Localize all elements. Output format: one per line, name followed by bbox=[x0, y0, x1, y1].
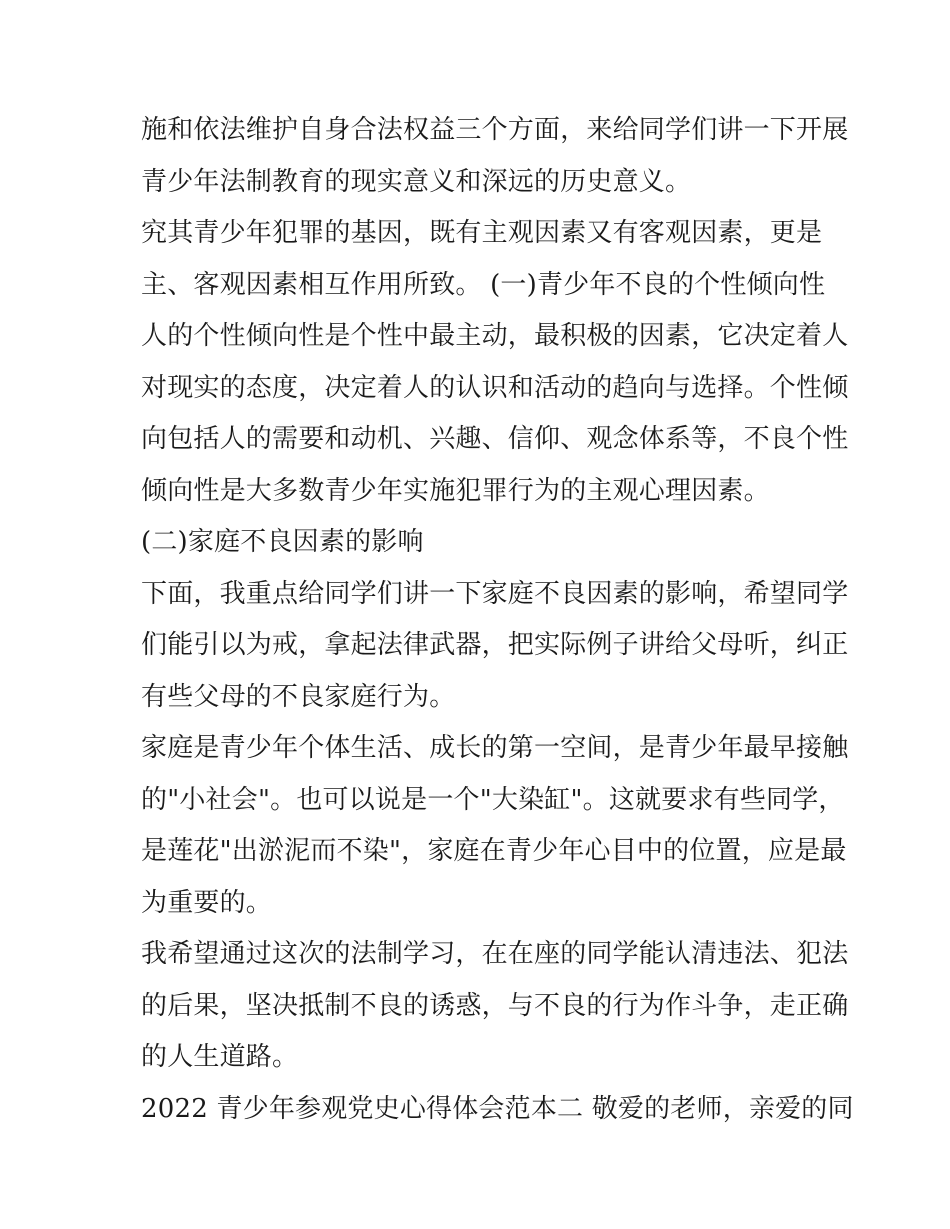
text-line: 为重要的。 bbox=[141, 887, 273, 918]
text-line: 下面，我重点给同学们讲一下家庭不良因素的影响，希望同学 bbox=[141, 578, 849, 609]
text-line: 究其青少年犯罪的基因，既有主观因素又有客观因素，更是 bbox=[141, 218, 823, 248]
text-line: 们能引以为戒，拿起法律武器，把实际例子讲给父母听，纠正 bbox=[141, 630, 849, 660]
section-heading: (二)家庭不良因素的影响 bbox=[141, 527, 424, 557]
text-line: 向包括人的需要和动机、兴趣、信仰、观念体系等，不良个性 bbox=[141, 424, 849, 454]
document-body bbox=[141, 105, 854, 1135]
text-line: 施和依法维护自身合法权益三个方面，来给同学们讲一下开展 bbox=[141, 115, 849, 145]
text-line: 的人生道路。 bbox=[141, 1042, 299, 1072]
text-line: 的后果，坚决抵制不良的诱惑，与不良的行为作斗争，走正确 bbox=[141, 990, 849, 1021]
text-line: 青少年法制教育的现实意义和深远的历史意义。 bbox=[141, 166, 692, 197]
text-line: 2022 青少年参观党史心得体会范本二 敬爱的老师，亲爱的同 bbox=[141, 1093, 854, 1124]
text-line: 对现实的态度，决定着人的认识和活动的趋向与选择。个性倾 bbox=[141, 372, 849, 403]
text-line: 倾向性是大多数青少年实施犯罪行为的主观心理因素。 bbox=[141, 475, 770, 506]
text-line: 人的个性倾向性是个性中最主动，最积极的因素，它决定着人 bbox=[141, 321, 849, 351]
text-line: 家庭是青少年个体生活、成长的第一空间，是青少年最早接触 bbox=[141, 733, 849, 763]
text-line: 有些父母的不良家庭行为。 bbox=[141, 681, 456, 712]
text-line: 我希望通过这次的法制学习，在在座的同学能认清违法、犯法 bbox=[141, 939, 849, 969]
text-line: 的"小社会"。也可以说是一个"大染缸"。这就要求有些同学， bbox=[141, 784, 845, 815]
text-line: 主、客观因素相互作用所致。 (一)青少年不良的个性倾向性 bbox=[141, 269, 826, 300]
text-line: 是莲花"出淤泥而不染"，家庭在青少年心目中的位置，应是最 bbox=[141, 836, 847, 866]
